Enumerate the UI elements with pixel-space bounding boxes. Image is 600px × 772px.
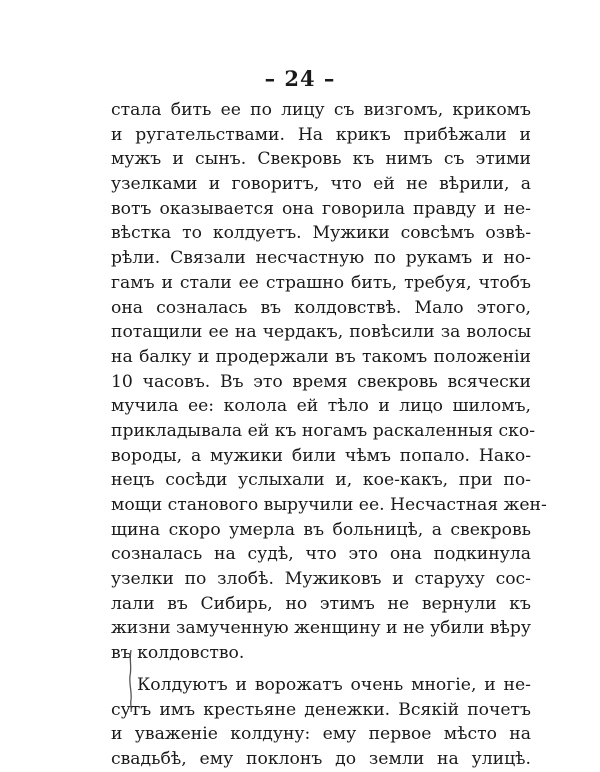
- text-line: и уваженiе колдуну: ему первое мѣсто на: [111, 724, 531, 745]
- body-text: [111, 98, 547, 772]
- text-line: рѣли. Связали несчастную по рукамъ и но-: [111, 248, 531, 269]
- text-line: узелки по злобѣ. Мужиковъ и старуху сос-: [111, 569, 531, 590]
- text-line: щина скоро умерла въ больницѣ, а свекровь: [111, 519, 531, 540]
- text-line: лали въ Сибирь, но этимъ не вернули къ: [111, 593, 531, 614]
- text-line: вѣстка то колдуетъ. Мужики совсѣмъ озвѣ-: [111, 223, 531, 244]
- text-line: и ругательствами. На крикъ прибѣжали и: [111, 124, 531, 145]
- text-line: мучила ее: колола ей тѣло и лицо шиломъ,: [111, 396, 531, 417]
- text-line: Колдуютъ и ворожатъ очень многiе, и не-: [137, 674, 531, 695]
- text-line: вороды, а мужики били чѣмъ попало. Нако-: [111, 445, 531, 466]
- text-line: гамъ и стали ее страшно бить, требуя, чтобъ: [111, 272, 531, 293]
- text-line: въ колдовство.: [111, 643, 245, 664]
- text-line: узелками и говоритъ, что ей не вѣрили, а: [111, 174, 531, 195]
- text-line: жизни замученную женщину и не убили вѣру: [111, 618, 531, 639]
- text-line: вотъ оказывается она говорила правду и не-: [111, 198, 531, 219]
- text-line: мощи станового выручили ее. Несчастная жен-: [111, 495, 547, 515]
- page-number: – 24 –: [264, 66, 336, 91]
- margin-pencil-mark: [128, 650, 134, 712]
- text-line: мужъ и сынъ. Свекровь къ нимъ съ этими: [111, 149, 531, 170]
- text-line: на балку и продержали въ такомъ положенiи: [111, 346, 531, 367]
- paragraph-1: [111, 98, 547, 666]
- text-line: свадьбѣ, ему поклонъ до земли на улицѣ.: [111, 748, 531, 769]
- text-line: она созналась въ колдовствѣ. Мало этого,: [111, 297, 531, 318]
- paragraph-2: [111, 673, 531, 772]
- text-line: прикладывала ей къ ногамъ раскаленныя ско-: [111, 420, 536, 441]
- paragraph-gap: [111, 666, 531, 673]
- text-line: нецъ сосѣди услыхали и, кое-какъ, при по-: [111, 470, 531, 491]
- text-line: 10 часовъ. Въ это время свекровь всячески: [111, 371, 531, 392]
- text-line: созналась на судѣ, что это она подкинула: [111, 544, 531, 565]
- text-line: стала бить ее по лицу съ визгомъ, крикомъ: [111, 100, 531, 120]
- text-line: сутъ имъ крестьяне денежки. Всякiй почетъ: [111, 699, 531, 720]
- text-line: потащили ее на чердакъ, повѣсили за волосы: [111, 322, 531, 343]
